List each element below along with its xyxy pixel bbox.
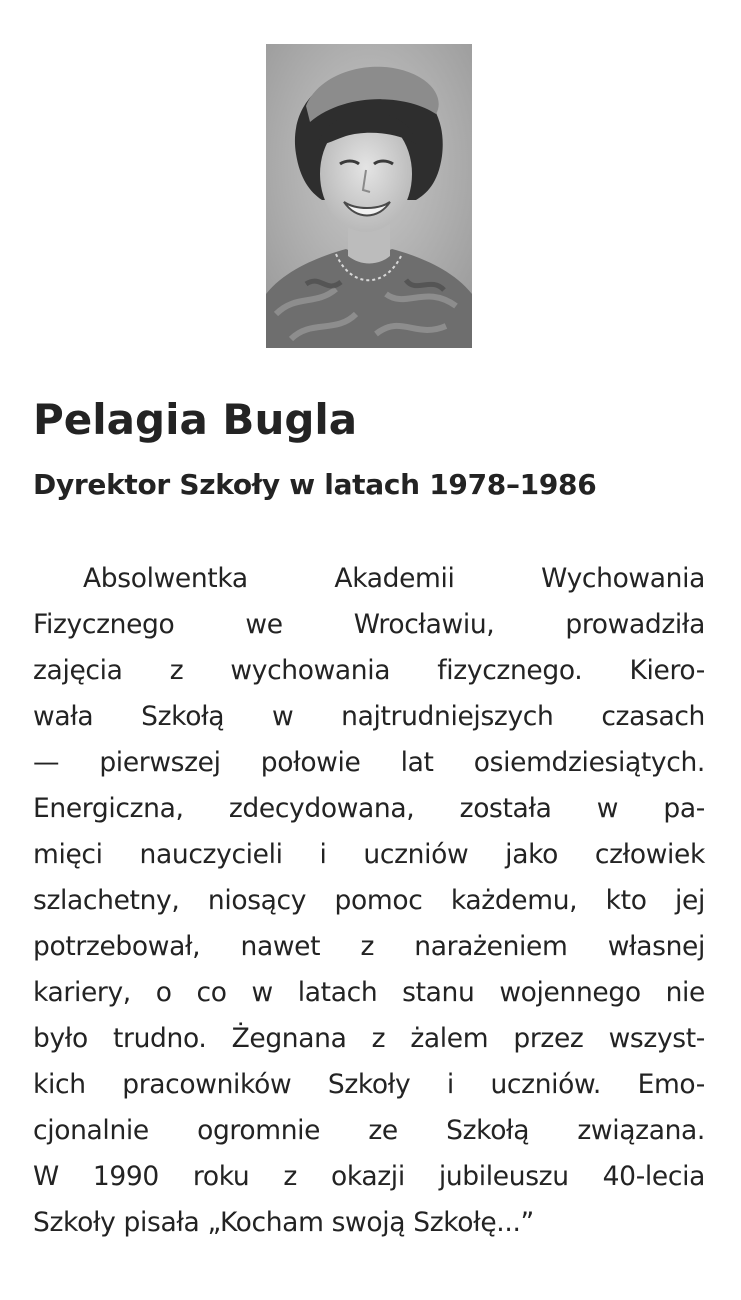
bio-line: W 1990 roku z okazji jubileuszu 40-lecia: [33, 1161, 705, 1192]
person-name: Pelagia Bugla: [33, 395, 358, 444]
bio-line: szlachetny, niosący pomoc każdemu, kto jej: [33, 885, 705, 916]
portrait-icon: [266, 44, 472, 348]
bio-line: potrzebował, nawet z narażeniem własnej: [33, 931, 705, 962]
bio-line: zajęcia z wychowania fizycznego. Kiero-: [33, 655, 705, 686]
person-role: Dyrektor Szkoły w latach 1978–1986: [33, 468, 597, 501]
bio-line: wała Szkołą w najtrudniejszych czasach: [33, 701, 705, 732]
bio-line: kich pracowników Szkoły i uczniów. Emo-: [33, 1069, 705, 1100]
bio-line: cjonalnie ogromnie ze Szkołą związana.: [33, 1115, 705, 1146]
bio-line: było trudno. Żegnana z żalem przez wszyst-: [33, 1023, 705, 1054]
bio-line: Fizycznego we Wrocławiu, prowadziła: [33, 609, 705, 640]
bio-line: Energiczna, zdecydowana, została w pa-: [33, 793, 705, 824]
bio-line: — pierwszej połowie lat osiemdziesiątych.: [33, 747, 705, 778]
portrait-photo: [266, 44, 472, 348]
bio-line: Szkoły pisała „Kocham swoją Szkołę...”: [33, 1207, 534, 1238]
biography-text: [33, 556, 705, 1246]
bio-line: mięci nauczycieli i uczniów jako człowiek: [33, 839, 705, 870]
bio-line: kariery, o co w latach stanu wojennego nie: [33, 977, 705, 1008]
bio-line: Absolwentka Akademii Wychowania: [83, 563, 705, 594]
